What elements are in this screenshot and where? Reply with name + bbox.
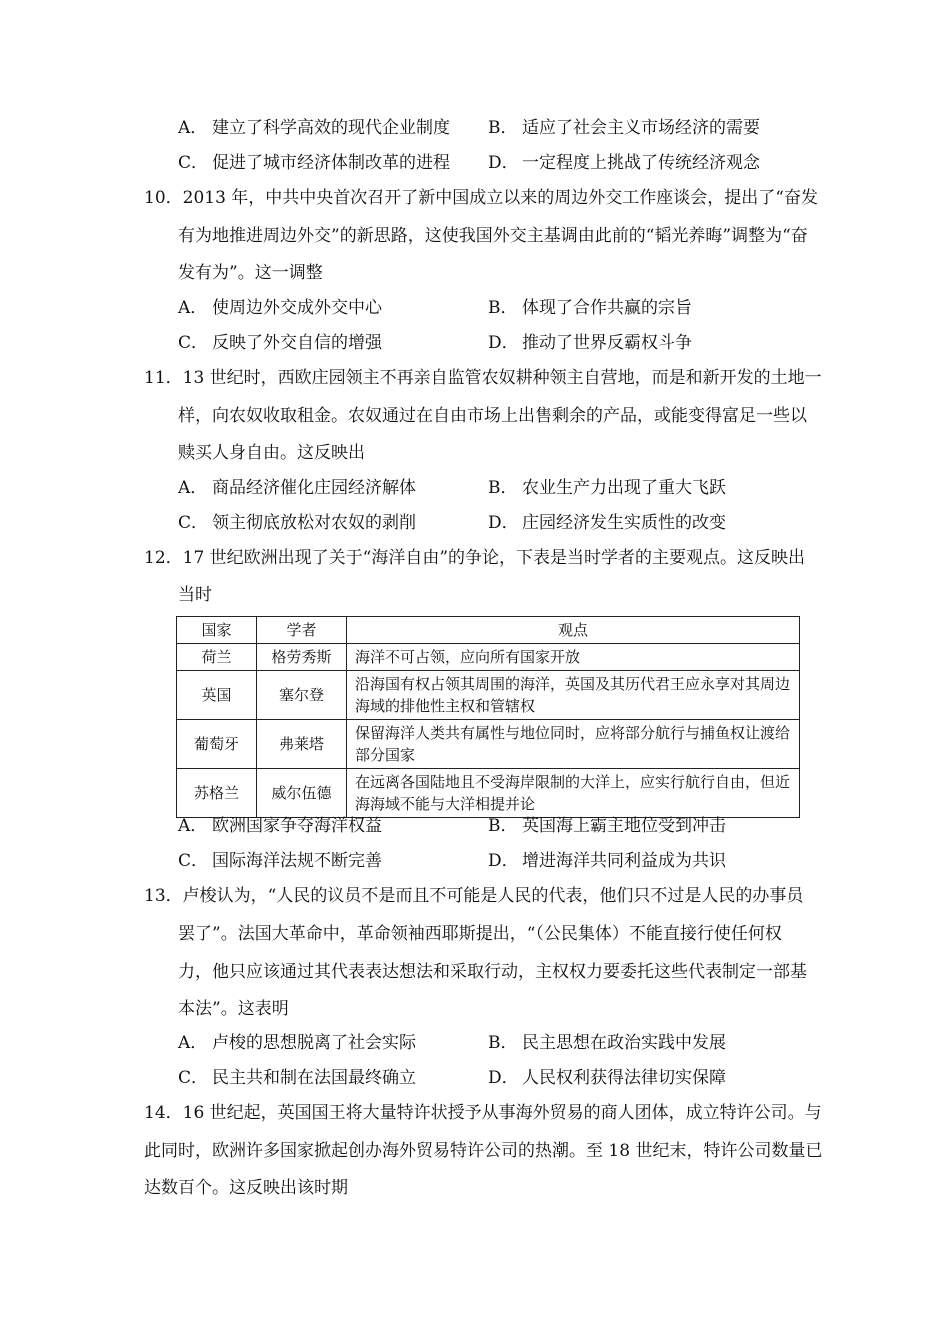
option-text: 反映了外交自信的增强: [212, 333, 382, 353]
option-letter: C．: [178, 851, 209, 871]
option-text: 国际海洋法规不断完善: [212, 851, 382, 871]
table-cell-view: 保留海洋人类共有属性与地位同时，应将部分航行与捕鱼权让渡给部分国家: [347, 720, 800, 769]
table-row: [177, 769, 800, 818]
table-row: [177, 671, 800, 720]
option-text: 建立了科学高效的现代企业制度: [212, 118, 450, 138]
option-letter: B．: [488, 1033, 518, 1053]
q14-stem-line: 此同时，欧洲许多国家掀起创办海外贸易特许公司的热潮。至 18 世纪末，特许公司数量已: [144, 1141, 823, 1161]
option-text: 人民权利获得法律切实保障: [522, 1068, 726, 1088]
q12-option-a[interactable]: [178, 814, 382, 838]
option-text: 领主彻底放松对农奴的剥削: [212, 513, 416, 533]
table-cell-country: 苏格兰: [177, 769, 257, 818]
q13-stem-line: 本法”。这表明: [178, 999, 289, 1019]
table-cell-view: 在远离各国陆地且不受海岸限制的大洋上，应实行航行自由，但近海海域不能与大洋相提并论: [347, 769, 800, 818]
q11-stem-line: 11．13 世纪时，西欧庄园领主不再亲自监管农奴耕种领主自营地，而是和新开发的土地一: [144, 368, 822, 388]
q11-option-c[interactable]: [178, 511, 416, 535]
option-text: 体现了合作共赢的宗旨: [522, 298, 692, 318]
option-letter: B．: [488, 478, 518, 498]
option-letter: C．: [178, 1068, 209, 1088]
option-text: 一定程度上挑战了传统经济观念: [522, 153, 760, 173]
q9-option-c[interactable]: [178, 151, 450, 175]
q12-option-d[interactable]: [488, 849, 726, 873]
q10-option-d[interactable]: [488, 331, 692, 355]
option-letter: D．: [488, 851, 519, 871]
option-text: 促进了城市经济体制改革的进程: [212, 153, 450, 173]
option-letter: B．: [488, 816, 518, 836]
table-cell-country: 英国: [177, 671, 257, 720]
table-header: 国家: [177, 617, 257, 644]
option-text: 卢梭的思想脱离了社会实际: [212, 1033, 416, 1053]
table-cell-scholar: 塞尔登: [257, 671, 347, 720]
option-letter: C．: [178, 513, 209, 533]
option-letter: A．: [178, 118, 208, 138]
q12-stem-line: 当时: [178, 585, 212, 605]
table-cell-country: 荷兰: [177, 644, 257, 671]
q11-stem-line: 样，向农奴收取租金。农奴通过在自由市场上出售剩余的产品，或能变得富足一些以: [178, 406, 807, 426]
q12-option-b[interactable]: [488, 814, 726, 838]
option-text: 商品经济催化庄园经济解体: [212, 478, 416, 498]
option-text: 适应了社会主义市场经济的需要: [522, 118, 760, 138]
option-letter: B．: [488, 118, 518, 138]
option-letter: A．: [178, 298, 208, 318]
option-text: 欧洲国家争夺海洋权益: [212, 816, 382, 836]
option-letter: D．: [488, 1068, 519, 1088]
q11-stem-line: 赎买人身自由。这反映出: [178, 443, 365, 463]
q9-option-b[interactable]: [488, 116, 760, 140]
q9-option-d[interactable]: [488, 151, 760, 175]
option-letter: A．: [178, 1033, 208, 1053]
q13-stem-line: 13．卢梭认为，“人民的议员不是而且不可能是人民的代表，他们只不过是人民的办事员: [144, 886, 804, 906]
q13-option-d[interactable]: [488, 1066, 726, 1090]
q12-stem-line: 12．17 世纪欧洲出现了关于“海洋自由”的争论，下表是当时学者的主要观点。这反映出: [144, 548, 806, 568]
table-cell-scholar: 格劳秀斯: [257, 644, 347, 671]
table-header: 观点: [347, 617, 800, 644]
option-letter: C．: [178, 153, 209, 173]
q13-stem-line: 罢了”。法国大革命中，革命领袖西耶斯提出，“（公民集体）不能直接行使任何权: [178, 924, 782, 944]
table-row: [177, 720, 800, 769]
option-text: 庄园经济发生实质性的改变: [522, 513, 726, 533]
option-text: 民主思想在政治实践中发展: [522, 1033, 726, 1053]
q11-option-a[interactable]: [178, 476, 416, 500]
table-cell-country: 葡萄牙: [177, 720, 257, 769]
q10-option-c[interactable]: [178, 331, 382, 355]
option-letter: D．: [488, 513, 519, 533]
scholar-views-table: [176, 616, 800, 818]
option-letter: A．: [178, 816, 208, 836]
option-letter: D．: [488, 333, 519, 353]
option-letter: A．: [178, 478, 208, 498]
table-header-row: [177, 617, 800, 644]
option-text: 使周边外交成外交中心: [212, 298, 382, 318]
q13-stem-line: 力，他只应该通过其代表表达想法和采取行动，主权权力要委托这些代表制定一部基: [178, 962, 807, 982]
table-cell-scholar: 威尔伍德: [257, 769, 347, 818]
q9-option-a[interactable]: [178, 116, 450, 140]
q11-option-b[interactable]: [488, 476, 726, 500]
q10-stem-line: 有为地推进周边外交”的新思路，这使我国外交主基调由此前的“韬光养晦”调整为“奋: [178, 226, 808, 246]
option-letter: B．: [488, 298, 518, 318]
option-text: 民主共和制在法国最终确立: [212, 1068, 416, 1088]
option-letter: D．: [488, 153, 519, 173]
option-text: 英国海上霸主地位受到冲击: [522, 816, 726, 836]
q13-option-c[interactable]: [178, 1066, 416, 1090]
q11-option-d[interactable]: [488, 511, 726, 535]
q10-option-b[interactable]: [488, 296, 692, 320]
option-text: 增进海洋共同利益成为共识: [522, 851, 726, 871]
table-cell-scholar: 弗莱塔: [257, 720, 347, 769]
table-cell-view: 沿海国有权占领其周围的海洋，英国及其历代君王应永享对其周边海域的排他性主权和管辖权: [347, 671, 800, 720]
table-header: 学者: [257, 617, 347, 644]
q10-option-a[interactable]: [178, 296, 382, 320]
q14-stem-line: 14．16 世纪起，英国国王将大量特许状授予从事海外贸易的商人团体，成立特许公司。与: [144, 1103, 822, 1123]
option-text: 推动了世界反霸权斗争: [522, 333, 692, 353]
q13-option-a[interactable]: [178, 1031, 416, 1055]
table-cell-view: 海洋不可占领，应向所有国家开放: [347, 644, 800, 671]
q10-stem-line: 10．2013 年，中共中央首次召开了新中国成立以来的周边外交工作座谈会，提出了“奋发: [144, 188, 818, 208]
option-letter: C．: [178, 333, 209, 353]
q12-option-c[interactable]: [178, 849, 382, 873]
option-text: 农业生产力出现了重大飞跃: [522, 478, 726, 498]
q13-option-b[interactable]: [488, 1031, 726, 1055]
q14-stem-line: 达数百个。这反映出该时期: [144, 1178, 348, 1198]
q10-stem-line: 发有为”。这一调整: [178, 263, 323, 283]
table-row: [177, 644, 800, 671]
